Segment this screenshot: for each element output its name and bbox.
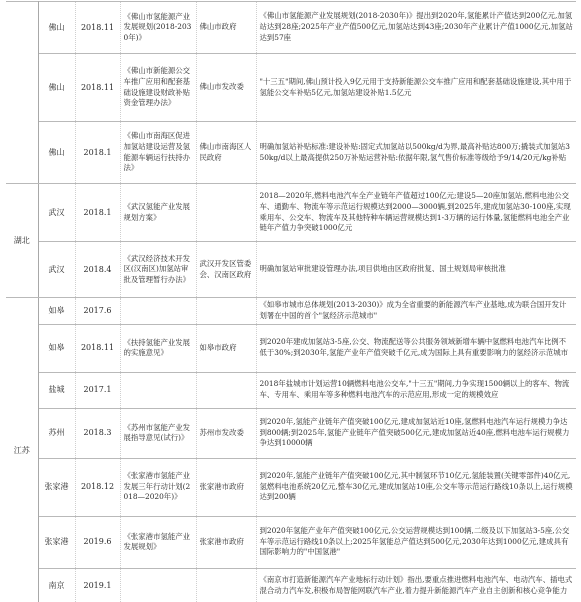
content-cell: 到2020年,氢能产业链年产值突破100亿元,其中制氢环节10亿元,氢能装置(关键零部件)40亿元,氢燃料电池系统20亿元,整车30亿元,建成加氢站10座,公交车等示范运行路线10条以上,运行规模达到200辆 — [256, 458, 576, 516]
table-row — [6, 568, 576, 602]
document-cell: 《武汉经济技术开发区(汉南区)加氢站审批及管理暂行办法》 — [120, 242, 196, 298]
department-cell: 佛山市政府 — [196, 2, 256, 54]
date-cell: 2017.6 — [75, 298, 120, 325]
table-row — [6, 54, 576, 122]
table-row — [6, 2, 576, 54]
content-cell: 到2020年氢能产业年产值突破100亿元,公交运营规模达到100辆,二级及以下加氢站3-5座,公交车等示范运行路线10条以上;2025年氢能总产值达到500亿元,2030年达到1000亿元,建成具有国际影响力的"中国氢港" — [256, 516, 576, 568]
province-cell: 江苏 — [6, 298, 38, 602]
content-cell: 2018年盐城市计划运营10辆燃料电池公交车,"十三五"期间,力争实现1500辆以上的客车、物流车、专用车、乘用车等多种燃料电池汽车的示范应用,形成一定的规模效应 — [256, 372, 576, 408]
content-cell: 明确加氢站审批建设管理办法,项目供地由区政府批复、国土规划局审核批准 — [256, 242, 576, 298]
table-row — [6, 458, 576, 516]
date-cell: 2019.6 — [75, 516, 120, 568]
document-cell: 《扶持氢能产业发展的实施意见》 — [120, 324, 196, 372]
department-cell: 武汉开发区管委会、汉南区政府 — [196, 242, 256, 298]
content-cell: 到2020年,氢能产业链年产值突破100亿元,建成加氢站近10座,氢燃料电池汽车运行规模力争达到800辆;到2025年,氢能产业链年产值突破500亿元,建成加氢站近40座,燃料电池车运行规模力争达到10000辆 — [256, 408, 576, 458]
department-cell: 如皋市政府 — [196, 324, 256, 372]
hydrogen-policy-table — [6, 1, 576, 602]
content-cell: 到2020年建成加氢站3-5座,公交、物流配送等公共服务领域新增车辆中氢燃料电池汽车比例不低于30%;到2030年,氢能产业年产值突破千亿元,成为国际上具有重要影响力的氢经济示范城市 — [256, 324, 576, 372]
city-cell: 如皋 — [38, 298, 75, 325]
city-cell: 佛山 — [38, 54, 75, 122]
content-cell: 明确加氢站补贴标准:建设补贴:固定式加氢站以500kg/d为界,最高补贴达800万;撬装式加氢站350kg/d以上最高提供250万补贴运营补贴:依据年限,氢气售价标准等级给予9/14/20元/kg补贴 — [256, 122, 576, 184]
document-cell — [120, 372, 196, 408]
date-cell: 2018.3 — [75, 408, 120, 458]
document-cell: 《张家港市氢能产业发展规划》 — [120, 516, 196, 568]
department-cell — [196, 372, 256, 408]
province-cell — [6, 2, 38, 184]
table-row — [6, 298, 576, 325]
city-cell: 佛山 — [38, 122, 75, 184]
city-cell: 佛山 — [38, 2, 75, 54]
date-cell: 2018.1 — [75, 122, 120, 184]
department-cell: 佛山市南海区人民政府 — [196, 122, 256, 184]
document-cell: 《佛山市南海区促进加氢站建设运营及氢能源车辆运行扶持办法》 — [120, 122, 196, 184]
date-cell: 2018.1 — [75, 184, 120, 242]
department-cell: 佛山市发改委 — [196, 54, 256, 122]
city-cell: 武汉 — [38, 242, 75, 298]
city-cell: 张家港 — [38, 516, 75, 568]
document-cell: 《佛山市氢能源产业发展规划(2018-2030年)》 — [120, 2, 196, 54]
department-cell — [196, 184, 256, 242]
document-cell: 《苏州市氢能产业发展指导意见(试行)》 — [120, 408, 196, 458]
content-cell: 《如皋市城市总体规划(2013-2030)》成为全省重要的新能源汽车产业基地,成为联合国开发计划署在中国的首个"氢经济示范城市" — [256, 298, 576, 325]
table-row — [6, 372, 576, 408]
date-cell: 2018.4 — [75, 242, 120, 298]
table-row — [6, 324, 576, 372]
department-cell — [196, 298, 256, 325]
department-cell — [196, 568, 256, 602]
date-cell: 2019.1 — [75, 568, 120, 602]
department-cell: 苏州市发改委 — [196, 408, 256, 458]
content-cell: 《佛山市氢能源产业发展规划(2018-2030年)》提出到2020年,氢能累计产值达到200亿元,加氢站达到28座;2025年产业产值500亿元,加氢站达到43座;2030年产业累计产值1000亿元,加氢站达到57座 — [256, 2, 576, 54]
date-cell: 2018.11 — [75, 54, 120, 122]
city-cell: 如皋 — [38, 324, 75, 372]
content-cell: 2018—2020年,燃料电池汽车全产业链年产值超过100亿元;建设5—20座加氢站,燃料电池公交车、通勤车、物流车等示范运行规模达到2000—3000辆,到2025年,建成加氢站30-100座,实现乘用车、公交车、物流车及其他特种车辆运营规模达到1-3万辆的运行体量,氢能燃料电池全产业链年产值力争突破1000亿元 — [256, 184, 576, 242]
department-cell: 张家港市政府 — [196, 458, 256, 516]
table-row — [6, 516, 576, 568]
province-cell: 湖北 — [6, 184, 38, 298]
document-cell: 《武汉氢能产业发展规划方案》 — [120, 184, 196, 242]
table-row — [6, 122, 576, 184]
date-cell: 2018.11 — [75, 324, 120, 372]
table-row — [6, 408, 576, 458]
city-cell: 武汉 — [38, 184, 75, 242]
table-row — [6, 242, 576, 298]
city-cell: 盐城 — [38, 372, 75, 408]
table-row — [6, 184, 576, 242]
city-cell: 苏州 — [38, 408, 75, 458]
date-cell: 2018.11 — [75, 2, 120, 54]
content-cell: 《南京市打造新能源汽车产业地标行动计划》指出,要重点推进燃料电池汽车、电动汽车、插电式混合动力汽车发,积极布局智能网联汽车产业,着力提升新能源汽车产业自主创新和核心竞争能力 — [256, 568, 576, 602]
document-cell: 《张家港市氢能产业发展三年行动计划(2018—2020年)》 — [120, 458, 196, 516]
date-cell: 2017.1 — [75, 372, 120, 408]
document-cell — [120, 298, 196, 325]
city-cell: 南京 — [38, 568, 75, 602]
document-cell — [120, 568, 196, 602]
department-cell: 张家港市政府 — [196, 516, 256, 568]
content-cell: "十三五"期间,佛山预计投入9亿元用于支持新能源公交车推广应用和配套基础设施建设,其中用于氢能公交车补贴5亿元,加氢站建设补贴1.5亿元 — [256, 54, 576, 122]
city-cell: 张家港 — [38, 458, 75, 516]
date-cell: 2018.12 — [75, 458, 120, 516]
document-cell: 《佛山市新能源公交车推广应用和配套基础设施建设财政补贴资金管理办法》 — [120, 54, 196, 122]
